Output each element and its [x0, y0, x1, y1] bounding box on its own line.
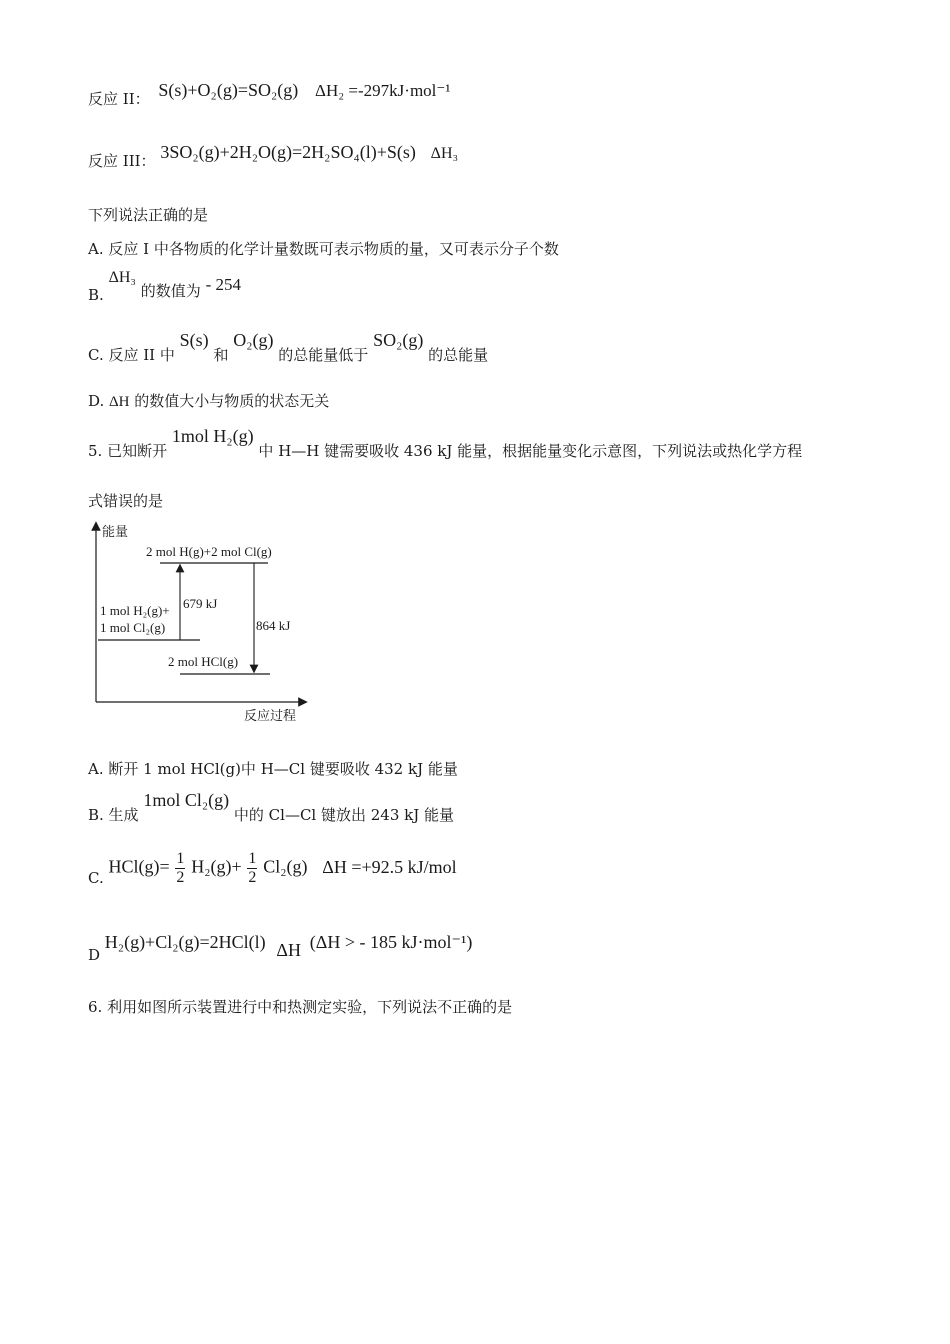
q5-option-c-lhs: HCl(g)=	[108, 856, 170, 877]
fraction-denominator: 2	[176, 869, 185, 886]
level-reactants-label-1: 1 mol H₂(g)+	[100, 603, 170, 618]
q4-option-b	[88, 269, 241, 304]
q5-stem	[88, 426, 803, 460]
q5-option-d-condition: (ΔH > - 185 kJ·mol⁻¹)	[309, 932, 473, 952]
reaction-3-equation: 3SO₂(g)+2H₂O(g)=2H₂SO₄(l)+S(s)	[160, 142, 416, 162]
q5-option-b-prefix: B. 生成	[88, 806, 139, 824]
level-reactants-label-2: 1 mol Cl₂(g)	[100, 620, 166, 635]
q5-option-c-fraction-2	[247, 850, 257, 887]
q4-option-a: A. 反应 I 中各物质的化学计量数既可表示物质的量，又可表示分子个数	[88, 240, 559, 258]
q4-option-c-end: 的总能量	[428, 346, 489, 364]
reaction-2-line	[88, 80, 451, 108]
q5-option-b-formula: 1mol Cl₂(g)	[143, 790, 230, 810]
q5-option-c-cl2: Cl₂(g)	[263, 856, 308, 877]
q5-option-c	[88, 850, 457, 887]
q5-option-d	[88, 932, 473, 964]
reaction-2-enthalpy: ΔH₂ =-297kJ·mol⁻¹	[315, 81, 451, 100]
q4-option-c-so2: SO₂(g)	[373, 330, 424, 350]
x-axis-label: 反应过程	[244, 709, 297, 724]
reaction-3-line	[88, 142, 459, 170]
energy-up-label: 679 kJ	[183, 596, 218, 611]
fraction-numerator: 1	[248, 850, 257, 867]
q4-option-c-oxygen: O₂(g)	[233, 330, 274, 350]
q4-option-c-sulfur: S(s)	[179, 330, 209, 350]
q6-stem: 6. 利用如图所示装置进行中和热测定实验，下列说法不正确的是	[88, 998, 513, 1016]
reaction-2-equation: S(s)+O₂(g)=SO₂(g)	[158, 80, 299, 100]
q5-option-b	[88, 790, 455, 824]
q4-option-b-formula: ΔH₃	[108, 269, 136, 286]
level-products-label: 2 mol HCl(g)	[168, 654, 239, 669]
q5-option-a: A. 断开 1 mol HCl(g)中 H—Cl 键要吸收 432 kJ 能量	[88, 760, 458, 778]
fraction-numerator: 1	[176, 850, 185, 867]
q5-option-c-enthalpy: ΔH =+92.5 kJ/mol	[322, 856, 457, 877]
q5-option-d-prefix: D	[88, 946, 105, 964]
q5-suffix: 中 H—H 键需要吸收 436 kJ 能量，根据能量变化示意图，下列说法或热化学方程	[258, 442, 803, 460]
q4-option-d	[88, 390, 329, 411]
reaction-3-enthalpy: ΔH₃	[430, 145, 459, 162]
q5-formula: 1mol H₂(g)	[171, 426, 254, 446]
q4-option-b-value: - 254	[205, 275, 241, 294]
q5-option-c-h2: H₂(g)+	[191, 856, 242, 877]
q4-prompt: 下列说法正确的是	[88, 206, 209, 224]
q4-option-d-delta-h: ΔH	[109, 394, 130, 410]
energy-down-label: 864 kJ	[256, 618, 291, 633]
q5-option-d-equation: H₂(g)+Cl₂(g)=2HCl(l)	[104, 932, 266, 952]
q5-stem-line2: 式错误的是	[88, 492, 164, 510]
q5-option-c-fraction-1	[175, 850, 185, 887]
q5-option-d-delta-h: ΔH	[276, 940, 301, 960]
q5-option-b-suffix: 中的 Cl—Cl 键放出 243 kJ 能量	[233, 806, 455, 824]
q4-option-d-prefix: D.	[88, 392, 110, 410]
q4-option-b-prefix: B.	[88, 286, 109, 304]
q5-option-c-prefix: C.	[88, 868, 109, 887]
y-axis-label: 能量	[102, 525, 129, 540]
q4-option-c-prefix: C. 反应 II 中	[88, 346, 175, 364]
q4-option-c	[88, 330, 489, 364]
q4-option-c-mid: 的总能量低于	[278, 346, 369, 364]
q4-option-d-text: 的数值大小与物质的状态无关	[134, 392, 330, 410]
level-atoms-label: 2 mol H(g)+2 mol Cl(g)	[146, 544, 272, 559]
fraction-denominator: 2	[248, 869, 257, 886]
q4-option-b-text: 的数值为	[140, 282, 201, 300]
reaction-3-label: 反应 III：	[88, 152, 156, 170]
q5-prefix: 5. 已知断开	[88, 442, 168, 460]
q4-option-c-and: 和	[213, 346, 229, 364]
energy-diagram	[88, 520, 318, 730]
reaction-2-label: 反应 II：	[88, 90, 150, 108]
